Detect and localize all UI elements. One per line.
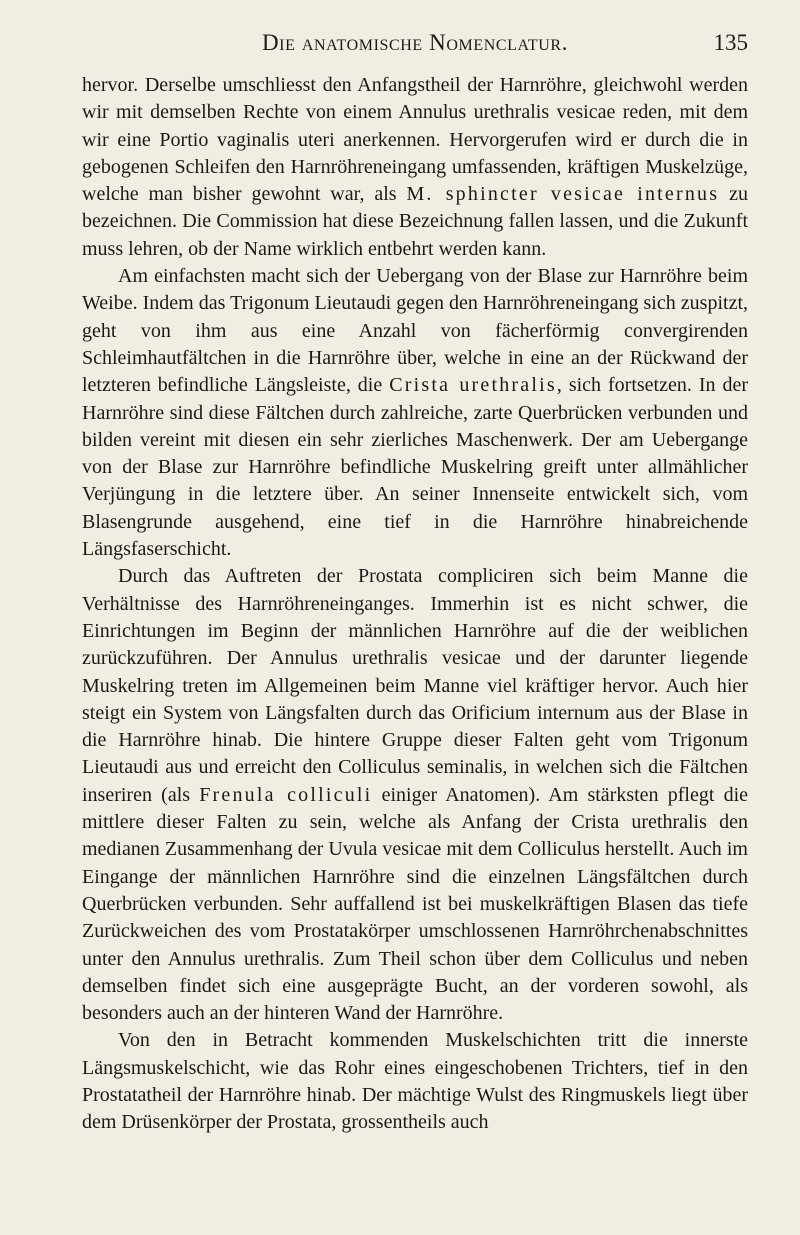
text-segment: Am einfachsten macht sich der Uebergang von der Blase zur Harnröhre beim Weibe. Indem das Trigonum Lieutaudi gegen den Harnröhreneingang sich zuspitzt, geht von ihm aus eine Anzahl von fächerförmig convergirenden Schleimhautfältchen in die Harnröhre über, welche in eine an der Rückwand der letzteren befindliche Längsleiste, die [82,265,748,397]
text-segment: , sich fortsetzen. In der Harnröhre sind diese Fältchen durch zahlreiche, zarte Querbrücken verbunden und bilden vereint mit diesen ein sehr zierliches Maschenwerk. Der am Uebergange von der Blase zur Harnröhre befindliche Muskelring greift unter allmählicher Verjüngung in die letztere über. An seiner Innenseite entwickelt sich, vom Blasengrunde ausgehend, eine tief in die Harnröhre hinabreichende Längsfaserschicht. [82,374,748,561]
text-segment: Durch das Auftreten der Prostata compliciren sich beim Manne die Verhältnisse des Harnröhreneinganges. Immerhin ist es nicht schwer, die Einrichtungen im Beginn der männlichen Harnröhre auf die der weiblichen zurückzuführen. Der Annulus urethralis vesicae und der darunter liegende Muskelring treten im Allgemeinen beim Manne viel kräftiger hervor. Auch hier steigt ein System von Längsfalten durch das Orificium internum aus der Blase in die Harnröhre hinab. Die hintere Gruppe dieser Falten geht vom Trigonum Lieutaudi aus und erreicht den Colliculus seminalis, in welchen sich die Fältchen inseriren (als [82,565,748,806]
body-text [82,72,748,1137]
term-spaced: M. sphincter vesicae internus [406,183,720,206]
text-segment: einiger Anatomen). Am stärksten pflegt die mittlere dieser Falten zu sein, welche als Anfang der Crista urethralis den medianen Zusammenhang der Uvula vesicae mit dem Colliculus herstellt. Auch im Eingange der männlichen Harnröhre sind die einzelnen Längsfältchen durch Querbrücken verbunden. Sehr auffallend ist bei muskelkräftigen Blasen das tiefe Zurückweichen des vom Prostatakörper umschlossenen Harnröhrchenabschnittes unter den Annulus urethralis. Zum Theil schon über dem Colliculus und neben demselben findet sich eine ausgeprägte Bucht, an der vorderen sowohl, als besonders auch an der hinteren Wand der Harnröhre. [82,783,749,1025]
text-segment: zu bezeichnen. Die Commission hat diese Bezeichnung fallen lassen, und die Zukunft muss lehren, ob der Name wirklich entbehrt werden kann. [82,183,748,260]
text-segment: Von den in Betracht kommenden Muskelschichten tritt die innerste Längsmuskelschicht, wie das Rohr eines eingeschobenen Trichters, tief in den Prostatatheil der Harnröhre hinab. Der mächtige Wulst des Ringmuskels liegt über dem Drüsenkörper der Prostata, grossentheils auch [82,1029,748,1134]
term-spaced: Crista urethralis [389,374,557,397]
paragraph-3 [82,563,748,1027]
term-spaced: Frenula colliculi [199,783,373,806]
text-segment: hervor. Derselbe umschliesst den Anfangstheil der Harnröhre, gleichwohl werden wir mit demselben Rechte von einem Annulus urethralis vesicae reden, mit dem wir eine Portio vaginalis uteri anerkennen. Hervorgerufen wird er durch die in gebogenen Schleifen den Harnröhreneingang umfassenden, kräftigen Muskelzüge, welche man bisher gewohnt war, als [82,74,748,206]
running-head [82,26,748,60]
paragraph-2 [82,263,748,563]
running-title: Die anatomische Nomenclatur. [261,30,569,55]
paragraph-1 [82,72,748,263]
paragraph-4 [82,1027,748,1136]
page-number: 135 [713,30,748,55]
